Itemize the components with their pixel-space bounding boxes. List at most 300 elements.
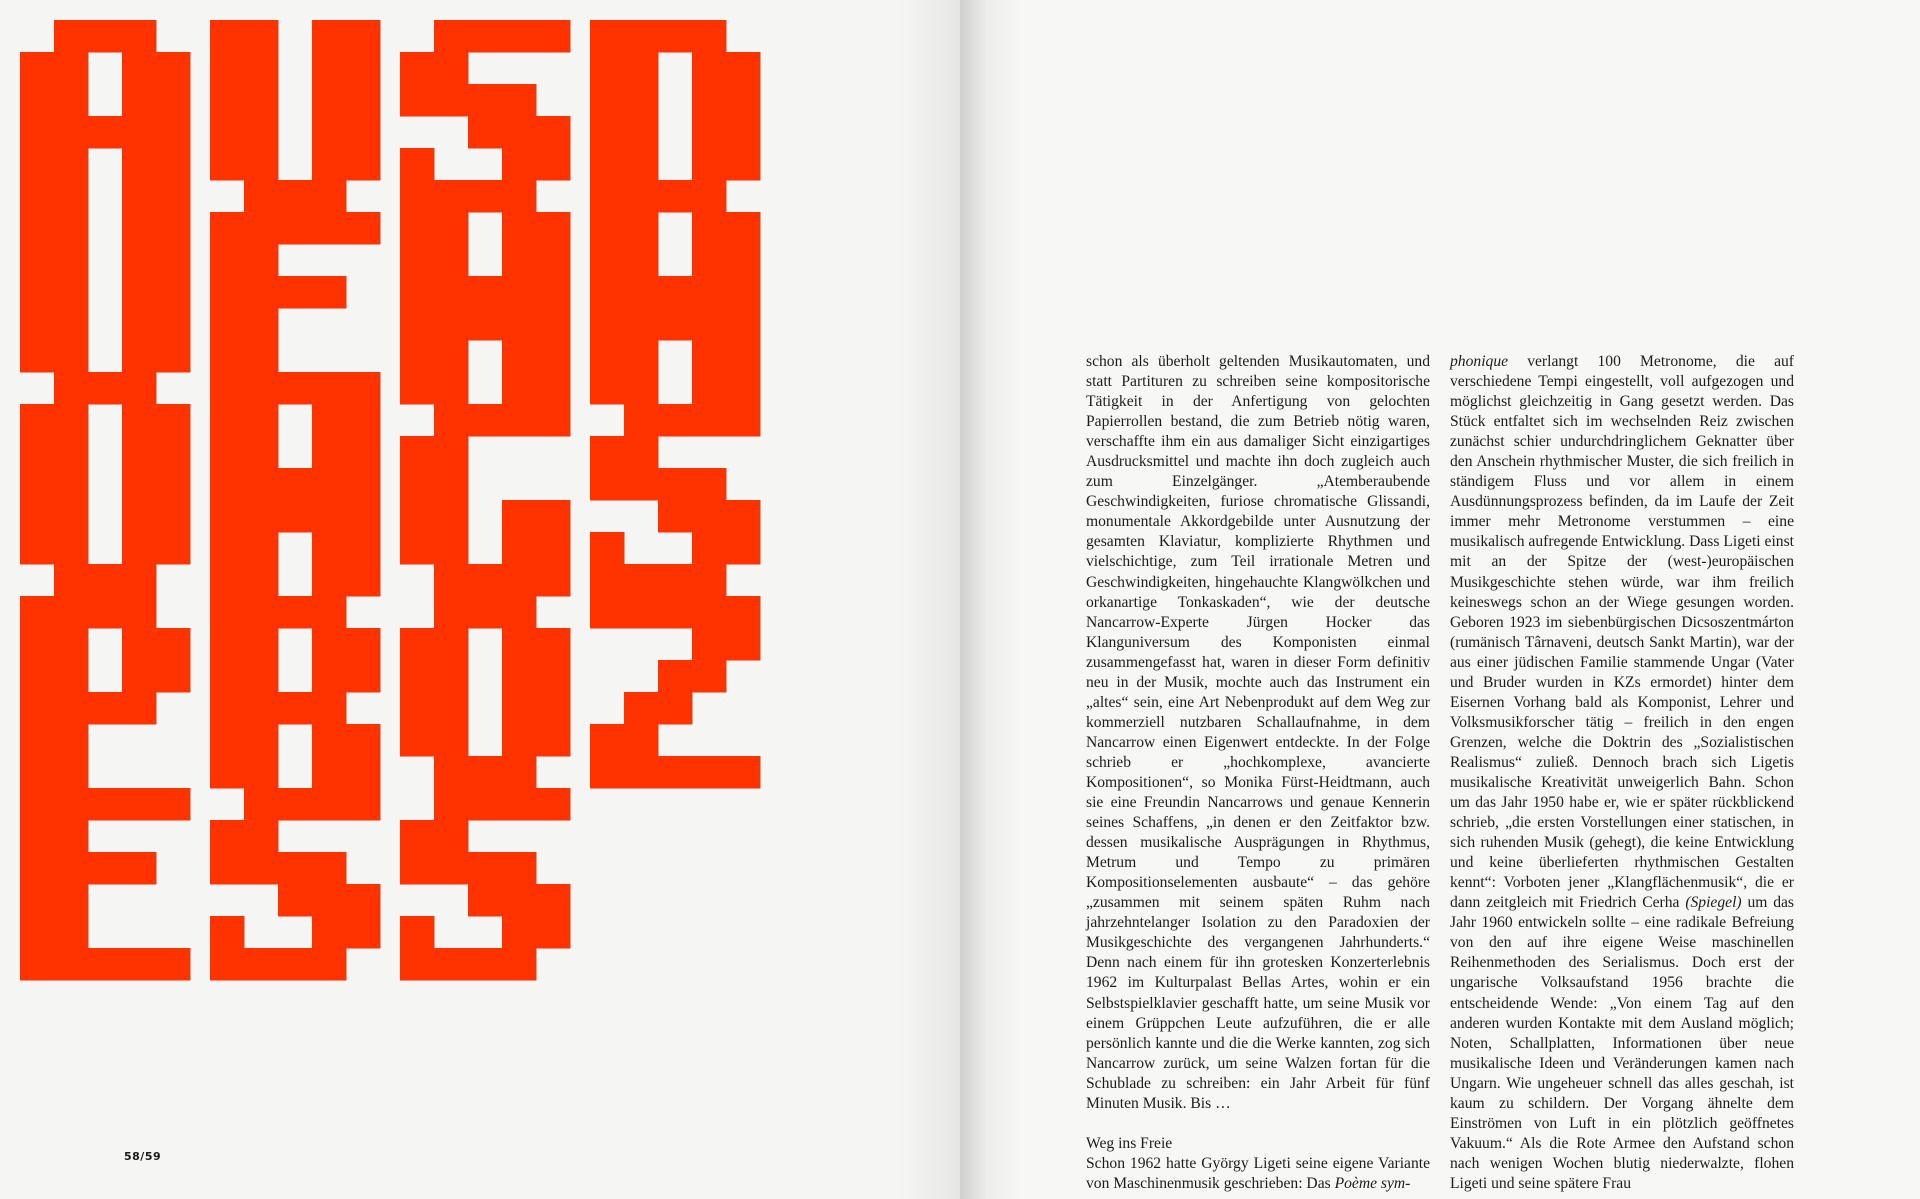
pixel-block	[434, 468, 469, 501]
pixel-block	[346, 500, 381, 533]
pixel-block	[54, 20, 89, 53]
pixel-block	[400, 276, 435, 309]
pixel-block	[244, 372, 279, 405]
pixel-block	[502, 500, 537, 533]
pixel-block	[346, 20, 381, 53]
pixel-letter-r	[210, 596, 381, 789]
pixel-block	[244, 500, 279, 533]
pixel-block	[692, 532, 727, 565]
subheading: Weg ins Freie	[1086, 1134, 1173, 1152]
pixel-block	[400, 820, 435, 853]
pixel-block	[502, 916, 537, 949]
pixel-block	[590, 468, 625, 501]
pixel-block	[54, 340, 89, 373]
pixel-block	[624, 52, 659, 85]
pixel-block	[692, 340, 727, 373]
pixel-letter-z	[590, 596, 761, 789]
pixel-block	[88, 20, 123, 53]
pixel-block	[400, 532, 435, 565]
pixel-block	[210, 628, 245, 661]
pixel-block	[20, 84, 55, 117]
pixel-block	[726, 532, 761, 565]
pixel-letter-s	[590, 404, 761, 597]
pixel-block	[624, 404, 659, 437]
body-paragraph: Schon 1962 hatte György Ligeti seine eigene Variante von Maschinenmusik geschrieben: Das Poème sym-	[1086, 1154, 1430, 1192]
pixel-block	[468, 852, 503, 885]
pixel-block	[590, 756, 625, 789]
pixel-block	[502, 340, 537, 373]
pixel-letter-s	[400, 20, 571, 213]
pixel-block	[122, 660, 157, 693]
pixel-block	[312, 692, 347, 725]
text-column-1	[1086, 352, 1430, 1194]
pixel-block	[210, 564, 245, 597]
pixel-block	[536, 660, 571, 693]
body-paragraph: phonique verlangt 100 Metronome, die auf verschiedene Tempi eingestellt, voll aufgezogen und möglichst gleichzeitig in Gang gesetzt werden. Das Stück entfaltet sich im wechselnden Reiz zwischen zunächst schier undurchdringlichem Geknatter über den Anschein rhythmischer Muster, die sich freilich in ständigem Fluss und vor allem in einem Ausdünnungsprozess befinden, da im Laufe der Zeit immer mehr Metronome verstummen – eine musikalisch aufregende Entwicklung. Dass Ligeti einst mit an der Spitze der (west-)europäischen Musikgeschichte stehen würde, war ihm freilich keineswegs schon an der Wiege gesungen worden. Geboren 1923 im siebenbürgischen Dicsoszentmárton (rumänisch Târnaveni, deutsch Sankt Martin), war der aus einer jüdischen Familie stammende Ungar (Vater und Bruder wurden in KZs ermordet) hinter dem Eisernen Vorhang bald als Komponist, Lehrer und Volksmusikforscher tätig – freilich in den engen Grenzen, welche die Doktrin des „Sozialistischen Realismus“ zuließ. Dennoch brach sich Ligetis musikalische Kreativität unweigerlich Bahn. Schon um das Jahr 1950 habe er, wie er später rückblickend schrieb, „die ersten Vorstellungen einer statischen, in sich ruhenden Musik (gehegt), die keine Entwicklung und keine überlieferten rhythmischen Gestalten kennt“: Vorboten jener „Klangflächenmusik“, die er dann zeitgleich mit Friedrich Cerha (Spiegel) um das Jahr 1960 entwickeln sollte – eine radikale Befreiung von den auf ihre eigene Weise maschinellen Reihenmethoden des Serialismus. Doch erst der ungarische Volksaufstand 1956 brachte die entscheidende Wende: „Von einem Tag auf den anderen wurden Kontakte mit dem Ausland möglich; Noten, Schallplatten, Informationen über neue musikalische Ideen und Veränderungen kamen nach Ungarn. Wie ungeheuer schnell das alles geschah, ist kaum zu schildern. Der Vorgang ähnelte dem Einströmen von Luft in ein plötzlich geöffnetes Vakuum.“ Als die Rote Armee den Aufstand schon nach wenigen Wochen blutig niederwalzte, flohen Ligeti und seine spätere Frau	[1450, 353, 1794, 1192]
pixel-block	[726, 212, 761, 245]
pixel-block	[400, 84, 435, 117]
pixel-block	[692, 212, 727, 245]
pixel-block	[502, 372, 537, 405]
pixel-block	[54, 372, 89, 405]
pixel-block	[434, 404, 469, 437]
pixel-block	[278, 788, 313, 821]
pixel-block	[502, 756, 537, 789]
pixel-block	[122, 692, 157, 725]
pixel-block	[244, 724, 279, 757]
pixel-block	[312, 468, 347, 501]
pixel-block	[122, 52, 157, 85]
pixel-block	[312, 276, 347, 309]
pixel-block	[726, 308, 761, 341]
pixel-block	[658, 500, 693, 533]
pixel-block	[692, 244, 727, 277]
pixel-block	[54, 212, 89, 245]
pixel-block	[278, 500, 313, 533]
pixel-letter-u	[210, 20, 381, 213]
pixel-block	[590, 148, 625, 181]
pixel-block	[210, 852, 245, 885]
pixel-block	[210, 212, 245, 245]
pixel-block	[624, 244, 659, 277]
pixel-block	[20, 628, 55, 661]
pixel-block	[624, 116, 659, 149]
pixel-block	[502, 116, 537, 149]
pixel-block	[122, 596, 157, 629]
pixel-block	[20, 500, 55, 533]
pixel-block	[726, 116, 761, 149]
pixel-block	[54, 852, 89, 885]
pixel-block	[468, 20, 503, 53]
pixel-block	[312, 532, 347, 565]
pixel-block	[54, 692, 89, 725]
pixel-block	[726, 756, 761, 789]
pixel-block	[536, 372, 571, 405]
pixel-block	[210, 148, 245, 181]
pixel-block	[156, 500, 191, 533]
pixel-block	[122, 500, 157, 533]
pixel-block	[590, 20, 625, 53]
pixel-block	[692, 660, 727, 693]
pixel-block	[312, 564, 347, 597]
pixel-block	[434, 756, 469, 789]
pixel-block	[726, 148, 761, 181]
pixel-block	[156, 788, 191, 821]
pixel-block	[244, 180, 279, 213]
pixel-block	[624, 212, 659, 245]
pixel-block	[54, 532, 89, 565]
pixel-block	[346, 468, 381, 501]
pixel-block	[210, 500, 245, 533]
pixel-block	[434, 84, 469, 117]
pixel-block	[502, 404, 537, 437]
pixel-block	[20, 820, 55, 853]
pixel-block	[244, 20, 279, 53]
pixel-block	[122, 340, 157, 373]
pixel-block	[400, 308, 435, 341]
pixel-block	[692, 308, 727, 341]
pixel-block	[400, 436, 435, 469]
pixel-block	[156, 84, 191, 117]
pixel-block	[468, 84, 503, 117]
pixel-block	[122, 308, 157, 341]
pixel-block	[88, 692, 123, 725]
pixel-block	[244, 660, 279, 693]
pixel-block	[536, 116, 571, 149]
pixel-letter-e	[210, 212, 381, 405]
pixel-block	[346, 724, 381, 757]
pixel-block	[156, 52, 191, 85]
pixel-block	[434, 948, 469, 981]
pixel-block	[346, 916, 381, 949]
pixel-block	[624, 372, 659, 405]
pixel-block	[692, 180, 727, 213]
pixel-block	[590, 724, 625, 757]
pixel-block	[244, 116, 279, 149]
pixel-block	[536, 308, 571, 341]
pixel-block	[210, 468, 245, 501]
pixel-block	[346, 628, 381, 661]
pixel-block	[122, 564, 157, 597]
pixel-block	[20, 340, 55, 373]
pixel-block	[88, 788, 123, 821]
pixel-block	[624, 436, 659, 469]
pixel-block	[244, 148, 279, 181]
pixel-block	[88, 116, 123, 149]
pixel-letter-n	[590, 212, 761, 405]
pixel-block	[434, 532, 469, 565]
pixel-block	[726, 372, 761, 405]
pixel-block	[434, 788, 469, 821]
pixel-block	[624, 564, 659, 597]
pixel-block	[726, 52, 761, 85]
pixel-block	[434, 820, 469, 853]
pixel-block	[434, 276, 469, 309]
pixel-block	[278, 852, 313, 885]
pixel-block	[624, 756, 659, 789]
pixel-block	[536, 916, 571, 949]
pixel-block	[54, 788, 89, 821]
pixel-block	[156, 404, 191, 437]
pixel-block	[400, 340, 435, 373]
pixel-block	[244, 84, 279, 117]
pixel-block	[122, 628, 157, 661]
pixel-block	[624, 20, 659, 53]
pixel-block	[20, 404, 55, 437]
pixel-block	[210, 660, 245, 693]
pixel-block	[54, 116, 89, 149]
pixel-block	[312, 756, 347, 789]
pixel-block	[434, 180, 469, 213]
pixel-block	[502, 276, 537, 309]
pixel-block	[210, 20, 245, 53]
pixel-block	[244, 852, 279, 885]
pixel-block	[502, 660, 537, 693]
work-title: phonique	[1450, 353, 1509, 370]
pixel-block	[210, 84, 245, 117]
pixel-block	[88, 948, 123, 981]
pixel-block	[434, 52, 469, 85]
pixel-block	[624, 468, 659, 501]
pixel-block	[346, 404, 381, 437]
pixel-block	[244, 212, 279, 245]
pixel-block	[502, 628, 537, 661]
pixel-block	[590, 532, 625, 565]
pixel-block	[692, 148, 727, 181]
pixel-block	[434, 500, 469, 533]
pixel-block	[20, 116, 55, 149]
pixel-block	[502, 788, 537, 821]
pixel-block	[346, 660, 381, 693]
pixel-block	[536, 404, 571, 437]
pixel-block	[502, 692, 537, 725]
pixel-block	[122, 212, 157, 245]
pixel-block	[122, 116, 157, 149]
pixel-block	[502, 724, 537, 757]
pixel-block	[658, 404, 693, 437]
pixel-block	[658, 308, 693, 341]
pixel-block	[54, 628, 89, 661]
pixel-block	[502, 564, 537, 597]
pixel-block	[244, 532, 279, 565]
pixel-block	[312, 84, 347, 117]
pixel-block	[536, 20, 571, 53]
pixel-block	[400, 468, 435, 501]
pixel-block	[536, 212, 571, 245]
pixel-block	[434, 340, 469, 373]
pixel-block	[346, 84, 381, 117]
pixel-block	[54, 564, 89, 597]
pixel-block	[726, 596, 761, 629]
pixel-block	[210, 916, 245, 949]
pixel-block	[502, 308, 537, 341]
pixel-block	[244, 564, 279, 597]
pixel-block	[502, 212, 537, 245]
pixel-block	[590, 340, 625, 373]
pixel-block	[502, 20, 537, 53]
pixel-block	[156, 276, 191, 309]
pixel-block	[20, 276, 55, 309]
pixel-block	[346, 884, 381, 917]
pixel-block	[312, 500, 347, 533]
pixel-block	[468, 788, 503, 821]
pixel-block	[54, 436, 89, 469]
pixel-block	[20, 148, 55, 181]
pixel-block	[20, 52, 55, 85]
pixel-block	[434, 308, 469, 341]
pixel-block	[658, 692, 693, 725]
pixel-block	[278, 948, 313, 981]
pixel-block	[312, 724, 347, 757]
pixel-block	[244, 788, 279, 821]
pixel-block	[624, 340, 659, 373]
pixel-block	[122, 276, 157, 309]
pixel-block	[536, 788, 571, 821]
pixel-block	[156, 116, 191, 149]
pixel-block	[54, 244, 89, 277]
pixel-block	[244, 52, 279, 85]
pixel-block	[20, 756, 55, 789]
pixel-block	[536, 532, 571, 565]
pixel-block	[122, 436, 157, 469]
pixel-block	[20, 468, 55, 501]
pixel-block	[54, 500, 89, 533]
pixel-block	[502, 884, 537, 917]
pixel-block	[400, 628, 435, 661]
pixel-block	[156, 340, 191, 373]
pixel-block	[20, 308, 55, 341]
pixel-block	[20, 788, 55, 821]
pixel-block	[244, 820, 279, 853]
pixel-block	[278, 276, 313, 309]
pixel-block	[434, 628, 469, 661]
pixel-block	[278, 596, 313, 629]
pixel-block	[156, 436, 191, 469]
pixel-block	[20, 244, 55, 277]
pixel-block	[468, 116, 503, 149]
pixel-letter-u	[20, 212, 191, 405]
pixel-block	[346, 436, 381, 469]
pixel-block	[502, 84, 537, 117]
text-column-2	[1450, 352, 1794, 1194]
pixel-block	[346, 116, 381, 149]
pixel-block	[210, 724, 245, 757]
pixel-block	[210, 52, 245, 85]
pixel-block	[312, 404, 347, 437]
pixel-block	[502, 852, 537, 885]
pixel-block	[20, 692, 55, 725]
pixel-block	[590, 212, 625, 245]
pixel-block	[20, 916, 55, 949]
pixel-block	[502, 244, 537, 277]
pixel-block	[590, 276, 625, 309]
pixel-block	[726, 628, 761, 661]
pixel-block	[434, 596, 469, 629]
pixel-block	[400, 852, 435, 885]
pixel-block	[692, 404, 727, 437]
pixel-block	[88, 852, 123, 885]
pixel-block	[156, 244, 191, 277]
pixel-block	[400, 692, 435, 725]
pixel-block	[244, 468, 279, 501]
pixel-block	[658, 756, 693, 789]
pixel-block	[210, 436, 245, 469]
pixel-block	[434, 372, 469, 405]
pixel-block	[692, 596, 727, 629]
pixel-block	[278, 180, 313, 213]
pixel-block	[692, 276, 727, 309]
pixel-block	[54, 916, 89, 949]
pixel-block	[726, 84, 761, 117]
pixel-block	[536, 340, 571, 373]
pixel-block	[210, 820, 245, 853]
pixel-block	[54, 948, 89, 981]
pixel-block	[122, 244, 157, 277]
pixel-letter-e	[20, 788, 191, 981]
pixel-block	[312, 212, 347, 245]
pixel-block	[502, 596, 537, 629]
pixel-block	[122, 20, 157, 53]
pixel-block	[54, 84, 89, 117]
pixel-block	[346, 788, 381, 821]
pixel-block	[658, 276, 693, 309]
pixel-block	[590, 180, 625, 213]
pixel-block	[122, 148, 157, 181]
pixel-block	[692, 500, 727, 533]
pixel-block	[468, 564, 503, 597]
pixel-block	[210, 308, 245, 341]
pixel-block	[210, 244, 245, 277]
pixel-block	[312, 436, 347, 469]
pixel-block	[244, 244, 279, 277]
pixel-block	[54, 756, 89, 789]
pixel-block	[434, 660, 469, 693]
pixel-block	[536, 276, 571, 309]
pixel-block	[590, 436, 625, 469]
pixel-block	[434, 692, 469, 725]
pixel-block	[502, 948, 537, 981]
pixel-block	[122, 532, 157, 565]
pixel-block	[156, 948, 191, 981]
pixel-block	[692, 564, 727, 597]
pixel-block	[468, 948, 503, 981]
pixel-block	[244, 308, 279, 341]
pixel-block	[726, 276, 761, 309]
pixel-block	[54, 308, 89, 341]
pixel-block	[590, 596, 625, 629]
pixel-block	[244, 404, 279, 437]
pixel-block	[400, 948, 435, 981]
pixel-block	[346, 756, 381, 789]
pixel-letter-p	[20, 596, 191, 789]
pixel-block	[590, 308, 625, 341]
pixel-block	[122, 468, 157, 501]
pixel-block	[468, 180, 503, 213]
pixel-block	[278, 692, 313, 725]
pixel-block	[244, 436, 279, 469]
pixel-block	[624, 724, 659, 757]
pixel-block	[88, 564, 123, 597]
pixel-block	[536, 148, 571, 181]
pixel-letter-s	[400, 788, 571, 981]
pixel-block	[692, 116, 727, 149]
pixel-block	[434, 724, 469, 757]
pixel-block	[156, 308, 191, 341]
pixel-block	[278, 372, 313, 405]
pixel-block	[244, 628, 279, 661]
pixel-block	[244, 596, 279, 629]
pixel-block	[624, 276, 659, 309]
